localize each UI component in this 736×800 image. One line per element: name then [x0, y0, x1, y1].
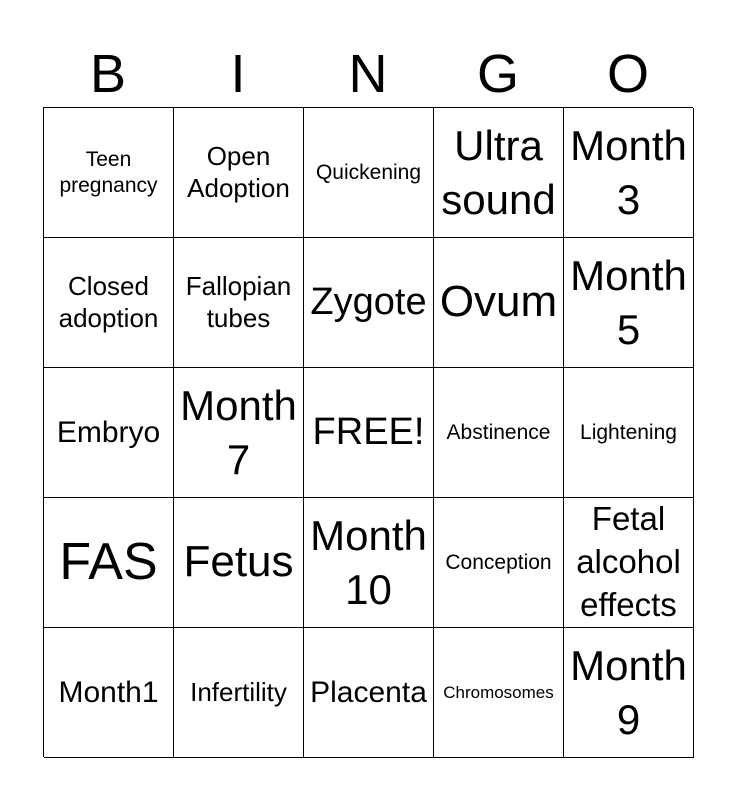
bingo-cell[interactable]	[304, 628, 434, 758]
bingo-cell[interactable]	[434, 238, 564, 368]
bingo-cell[interactable]	[174, 368, 304, 498]
bingo-cell[interactable]	[44, 238, 174, 368]
cell-text: Closed adoption	[58, 271, 159, 333]
cell-text: Placenta	[310, 675, 427, 709]
cell-text: Fetus	[183, 537, 294, 587]
bingo-cell[interactable]	[174, 238, 304, 368]
cell-text: Quickening	[315, 160, 422, 184]
cell-text: Abstinence	[446, 420, 551, 444]
cell-text: Zygote	[310, 280, 427, 323]
cell-text: Open Adoption	[187, 141, 290, 203]
header-letter-o: O	[606, 44, 649, 104]
cell-text: Month 7	[180, 381, 297, 483]
bingo-cell[interactable]	[44, 628, 174, 758]
cell-text: Lightening	[580, 420, 677, 444]
cell-text: Month 3	[570, 121, 687, 223]
free-space[interactable]	[304, 368, 434, 498]
cell-text: Chromosomes	[443, 682, 554, 702]
cell-text: Month 10	[310, 511, 427, 613]
bingo-cell[interactable]	[44, 108, 174, 238]
cell-text: Embryo	[56, 415, 161, 449]
cell-text: Ovum	[439, 277, 558, 327]
bingo-cell[interactable]	[564, 238, 694, 368]
header-letter-g: G	[476, 44, 519, 104]
cell-text: Month 5	[570, 251, 687, 353]
bingo-cell[interactable]	[174, 108, 304, 238]
cell-text: Teen pregnancy	[59, 148, 158, 197]
bingo-cell[interactable]	[434, 368, 564, 498]
bingo-header	[43, 40, 693, 108]
bingo-grid	[43, 107, 693, 757]
bingo-cell[interactable]	[564, 628, 694, 758]
header-letter-b: B	[89, 44, 127, 104]
bingo-cell[interactable]	[564, 368, 694, 498]
bingo-cell[interactable]	[564, 498, 694, 628]
bingo-cell[interactable]	[434, 628, 564, 758]
bingo-cell[interactable]	[304, 498, 434, 628]
header-letter-i: I	[230, 44, 246, 104]
bingo-cell[interactable]	[304, 238, 434, 368]
bingo-cell[interactable]	[174, 628, 304, 758]
cell-text: Fetal alcohol effects	[576, 500, 681, 623]
header-letter-n: N	[348, 44, 388, 104]
bingo-cell[interactable]	[44, 498, 174, 628]
bingo-cell[interactable]	[434, 108, 564, 238]
cell-text: Month1	[58, 675, 159, 709]
bingo-cell[interactable]	[174, 498, 304, 628]
bingo-cell[interactable]	[434, 498, 564, 628]
cell-text: Ultra sound	[441, 121, 556, 223]
cell-text: Fallopian tubes	[185, 271, 292, 333]
cell-text: Infertility	[190, 676, 287, 707]
bingo-cell[interactable]	[564, 108, 694, 238]
free-space-label: FREE!	[312, 410, 425, 453]
bingo-cell[interactable]	[44, 368, 174, 498]
bingo-cell[interactable]	[304, 108, 434, 238]
cell-text: FAS	[59, 532, 158, 591]
cell-text: Conception	[445, 550, 552, 574]
cell-text: Month 9	[570, 641, 687, 743]
